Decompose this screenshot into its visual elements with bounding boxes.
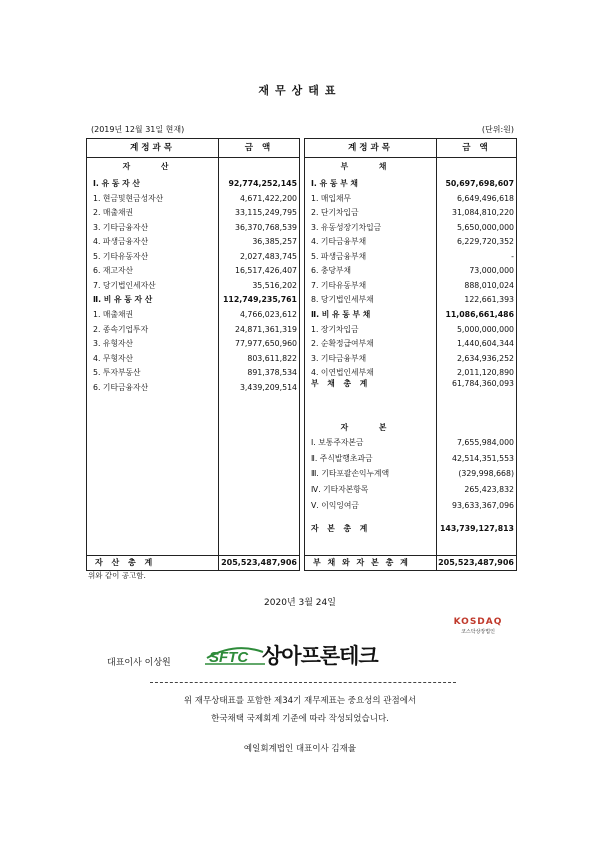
table-row [305, 177, 516, 191]
liabilities-section-label: 부 채 [340, 162, 401, 171]
row-label: Ⅱ. 비 유 동 자 산 [93, 295, 153, 305]
assets-table [86, 138, 300, 571]
grand-total-value: 205,523,487,906 [438, 558, 514, 567]
unit-note: (단위:원) [481, 125, 514, 134]
row-label: 2. 단기차입금 [311, 208, 359, 218]
row-label: 1. 매입채무 [311, 193, 352, 203]
equity-section-label: 자 본 [340, 423, 401, 432]
ceo-label: 대표이사 이상원 [107, 658, 171, 668]
table-row [305, 235, 516, 249]
row-value: 7,655,984,000 [456, 438, 514, 447]
row-value: 33,115,249,795 [234, 208, 297, 218]
row-label: 5. 파생금융부채 [311, 251, 367, 261]
equity-total-label: 자 본 총 계 [311, 524, 371, 533]
liabilities-equity-table [304, 138, 517, 571]
liabilities-total-row [305, 377, 516, 391]
row-label: Ⅲ. 기타포괄손익누계액 [311, 469, 390, 479]
row-value: 6,649,496,618 [456, 193, 514, 203]
row-value: 92,774,252,145 [228, 179, 297, 188]
assets-total-row [87, 555, 299, 570]
table-row [87, 381, 299, 395]
table-row [87, 366, 299, 380]
row-label: Ⅰ. 보통주자본금 [311, 438, 364, 447]
row-value: (329,998,668) [458, 469, 514, 479]
header-account: 계정과목 [348, 143, 393, 153]
row-label: 5. 기타유동자산 [93, 251, 149, 261]
row-value: - [511, 251, 514, 261]
row-value: 112,749,235,761 [223, 295, 297, 305]
table-row [87, 192, 299, 206]
divider-dashed [150, 682, 456, 683]
row-label: 3. 기타금융자산 [93, 222, 149, 232]
grand-total-row [305, 555, 516, 570]
row-value: 16,517,426,407 [234, 266, 297, 276]
table-row [305, 436, 516, 450]
table-row [87, 352, 299, 366]
table-row [87, 264, 299, 278]
row-label: 7. 기타유동부채 [311, 280, 367, 290]
table-row [305, 279, 516, 293]
row-value: 73,000,000 [469, 266, 514, 276]
assets-total-label: 자 산 총 계 [95, 558, 156, 567]
row-label: Ⅴ. 이익잉여금 [311, 500, 359, 510]
row-value: 3,439,209,514 [239, 382, 297, 392]
grand-total-label: 부 채 와 자 본 총 계 [313, 558, 410, 567]
table-row [87, 323, 299, 337]
row-label: 2. 종속기업투자 [93, 324, 149, 334]
document-title: 재무상태표 [258, 84, 342, 97]
row-value: 36,370,768,539 [234, 222, 297, 232]
table-row [305, 467, 516, 481]
table-row [87, 308, 299, 322]
kosdaq-sub: 코스닥상장법인 [461, 629, 495, 635]
header-amount: 금 액 [462, 143, 491, 153]
table-row [87, 250, 299, 264]
table-row [305, 293, 516, 307]
logo-text: SFTC [209, 649, 249, 666]
reporting-date: (2019년 12월 31일 현재) [91, 125, 185, 134]
row-value: 35,516,202 [252, 280, 297, 290]
row-label: 3. 유형자산 [93, 339, 134, 349]
kosdaq-name: KOSDAQ [453, 617, 503, 627]
row-label: 2. 매출채권 [93, 208, 134, 218]
row-value: 2,027,483,745 [239, 251, 297, 261]
row-label: 4. 무형자산 [93, 353, 134, 363]
announcement-note: 위와 같이 공고함. [88, 571, 146, 580]
header-account: 계정과목 [130, 143, 175, 153]
table-row [87, 235, 299, 249]
row-value: 888,010,024 [464, 280, 514, 290]
row-label: 5. 투자부동산 [93, 368, 141, 378]
row-value: 36,385,257 [252, 237, 297, 247]
table-row [305, 352, 516, 366]
liabilities-total-label: 부 채 총 계 [311, 379, 371, 388]
table-row [305, 264, 516, 278]
row-value: 6,229,720,352 [456, 237, 514, 247]
table-row [305, 483, 516, 497]
assets-table-header [87, 139, 299, 158]
row-label: 2. 순확정급여부채 [311, 339, 374, 349]
row-label: 1. 매출채권 [93, 309, 134, 319]
table-row [87, 337, 299, 351]
row-label: 3. 기타금융부채 [311, 353, 367, 363]
liabilities-total-value: 61,784,360,093 [451, 379, 514, 388]
row-value: 803,611,822 [247, 353, 297, 363]
row-label: Ⅰ. 유 동 자 산 [93, 179, 140, 188]
table-row [305, 206, 516, 220]
row-value: 2,011,120,890 [456, 368, 514, 378]
row-value: 891,378,534 [247, 368, 297, 378]
row-label: 4. 기타금융부채 [311, 237, 367, 247]
row-value: 50,697,698,607 [445, 179, 514, 188]
row-value: 31,084,810,220 [451, 208, 514, 218]
table-row [305, 192, 516, 206]
audit-statement-line2: 한국채택 국제회계 기준에 따라 작성되었습니다. [211, 714, 389, 724]
row-value: 77,977,650,960 [234, 339, 297, 349]
table-row [305, 221, 516, 235]
row-value: 265,423,832 [464, 485, 514, 495]
row-label: 6. 기타금융자산 [93, 382, 149, 392]
row-label: Ⅳ. 기타자본항목 [311, 485, 369, 495]
row-value: 2,634,936,252 [456, 353, 514, 363]
table-row [87, 177, 299, 191]
row-label: 4. 파생금융자산 [93, 237, 149, 247]
row-value: 93,633,367,096 [451, 500, 514, 510]
row-label: 7. 당기법인세자산 [93, 280, 156, 290]
table-row [305, 452, 516, 466]
table-row [87, 293, 299, 307]
header-amount: 금 액 [244, 143, 274, 153]
assets-total-value: 205,523,487,906 [221, 558, 297, 567]
row-value: 5,650,000,000 [456, 222, 514, 232]
equity-total-value: 143,739,127,813 [440, 524, 514, 533]
row-value: 1,440,604,344 [456, 339, 514, 349]
table-row [87, 206, 299, 220]
table-row [87, 221, 299, 235]
row-label: Ⅱ. 주식발행초과금 [311, 453, 373, 463]
row-label: 8. 당기법인세부채 [311, 295, 374, 305]
kosdaq-badge [448, 617, 508, 635]
row-label: 3. 유동성장기차입금 [311, 222, 382, 232]
row-value: 42,514,351,553 [451, 453, 514, 463]
row-label: Ⅰ. 유 동 부 채 [311, 179, 358, 188]
row-value: 11,086,661,486 [445, 309, 514, 319]
table-row [87, 279, 299, 293]
row-value: 122,661,393 [464, 295, 514, 305]
table-row [305, 308, 516, 322]
table-row [305, 323, 516, 337]
equity-total-row [305, 522, 516, 536]
table-row [305, 250, 516, 264]
table-row [305, 337, 516, 351]
row-value: 5,000,000,000 [456, 324, 514, 334]
audit-statement-line1: 위 재무상태표를 포함한 제34기 재무제표는 중요성의 관점에서 [183, 696, 417, 706]
row-label: 1. 장기차입금 [311, 324, 359, 334]
row-value: 4,671,422,200 [239, 193, 297, 203]
company-name: 상아프론테크 [262, 644, 378, 668]
liabilities-table-header [305, 139, 516, 158]
row-label: 4. 이연법인세부채 [311, 368, 374, 378]
row-label: Ⅱ. 비 유 동 부 채 [311, 309, 371, 319]
row-value: 24,871,361,319 [234, 324, 297, 334]
row-label: 1. 현금및현금성자산 [93, 193, 164, 203]
auditor-signature: 예일회계법인 대표이사 김재율 [243, 744, 357, 754]
table-row [305, 499, 516, 513]
row-label: 6. 재고자산 [93, 266, 134, 276]
row-label: 6. 충당부채 [311, 266, 352, 276]
row-value: 4,766,023,612 [239, 309, 297, 319]
publish-date: 2020년 3월 24일 [264, 598, 336, 608]
assets-section-label: 자 산 [122, 162, 183, 171]
